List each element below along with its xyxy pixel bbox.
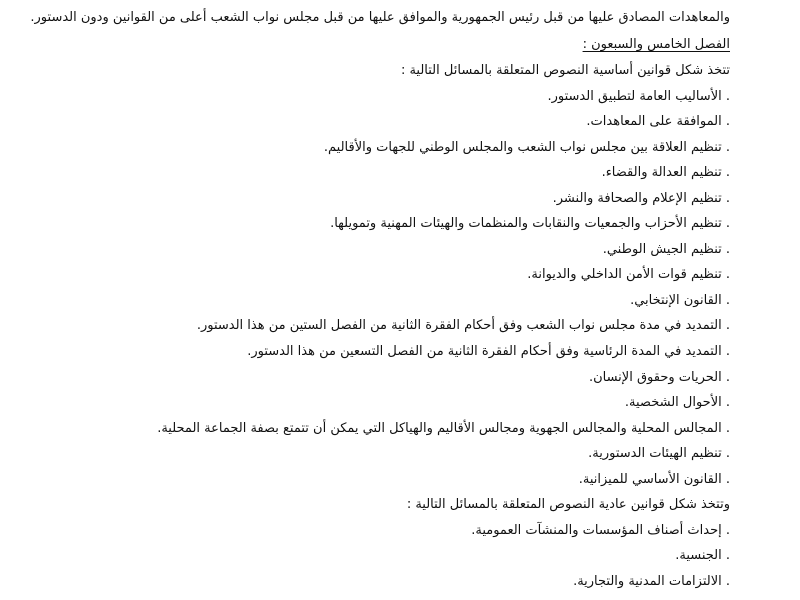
article-line: . إحداث أصناف المؤسسات والمنشآت العمومية. — [471, 522, 730, 538]
chapter-heading: الفصل الخامس والسبعون : — [582, 37, 730, 52]
article-line: . الأحوال الشخصية. — [624, 395, 730, 411]
article-line: . التمديد في مدة مجلس نواب الشعب وفق أحكام الفقرة الثانية من الفصل الستين من هذا الدستور. — [196, 318, 730, 334]
article-line: . القانون الإنتخابي. — [630, 292, 730, 308]
article-line: . تنظيم العدالة والقضاء. — [601, 165, 730, 181]
article-line: . الحريات وحقوق الإنسان. — [588, 369, 730, 385]
article-line: وتتخذ شكل قوانين عادية النصوص المتعلقة بالمسائل التالية : — [406, 497, 730, 513]
article-line: . التمديد في المدة الرئاسية وفق أحكام الفقرة الثانية من الفصل التسعين من هذا الدستور. — [247, 344, 730, 360]
article-line: . المجالس المحلية والمجالس الجهوية ومجالس الأقاليم والهياكل التي يمكن أن تتمتع بصفة الجماعة المحلية. — [157, 420, 730, 436]
article-line: . تنظيم الإعلام والصحافة والنشر. — [552, 190, 730, 206]
article-line: . تنظيم العلاقة بين مجلس نواب الشعب والمجلس الوطني للجهات والأقاليم. — [323, 139, 730, 155]
article-line: تتخذ شكل قوانين أساسية النصوص المتعلقة بالمسائل التالية : — [400, 63, 730, 78]
clipped-top-line — [10, 0, 730, 1]
article-lines — [10, 62, 730, 598]
article-line: . القانون الأساسي للميزانية. — [578, 471, 730, 487]
article-line: . تنظيم الأحزاب والجمعيات والنقابات والمنظمات والهيئات المهنية وتمويلها. — [330, 216, 730, 232]
article-line: . تنظيم الهيئات الدستورية. — [588, 446, 730, 462]
first-line: والمعاهدات المصادق عليها من قبل رئيس الجمهورية والموافق عليها من قبل مجلس نواب الشعب أعلى من القوانين ودون الدستور. — [30, 10, 730, 25]
article-line: . الالتزامات المدنية والتجارية. — [573, 573, 730, 589]
article-line: . تنظيم قوات الأمن الداخلي والديوانة. — [527, 267, 730, 283]
article-line: . الموافقة على المعاهدات. — [586, 114, 730, 130]
article-line: . الأساليب العامة لتطبيق الدستور. — [547, 88, 730, 104]
article-line: . الجنسية. — [675, 548, 730, 564]
article-line: . تنظيم الجيش الوطني. — [602, 241, 730, 257]
